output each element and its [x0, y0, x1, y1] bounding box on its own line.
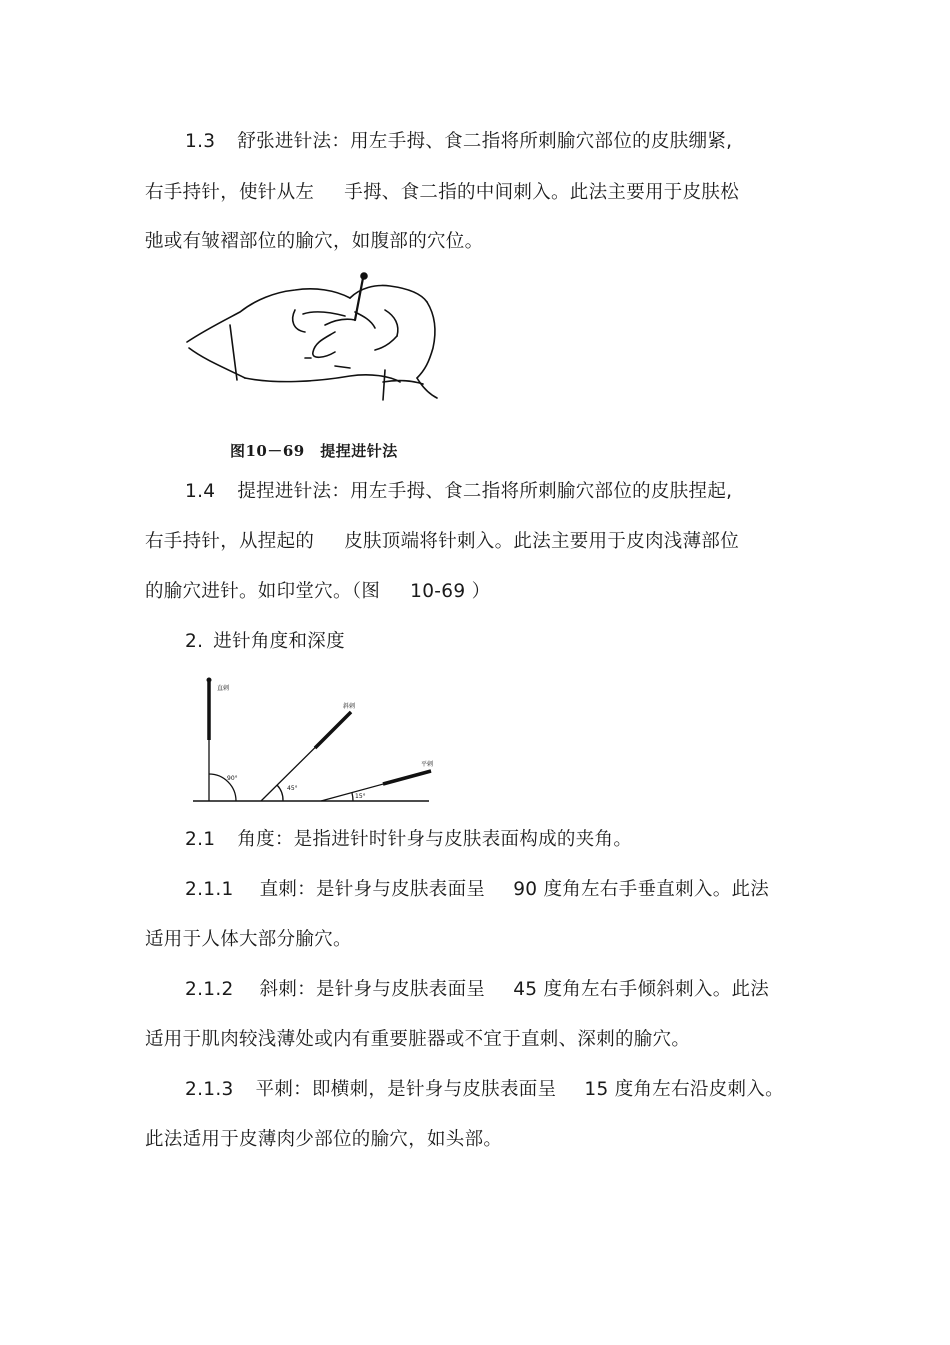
para-2-1-2-line-1: [185, 978, 769, 1002]
paragraph-text: 90 度角左右手垂直刺入。此法: [513, 879, 770, 900]
section-number: 2.: [185, 631, 204, 652]
needle-handle: [315, 712, 351, 748]
label-horizontal: 平刺: [421, 761, 433, 768]
paragraph-text: 的腧穴进针。如印堂穴。（图: [145, 581, 381, 602]
angle-label-90: 90°: [227, 775, 238, 782]
figure-reference: 10-69 ）: [410, 581, 491, 602]
section-number: 2.1.2: [185, 979, 234, 1000]
para-1-3-line-1: [185, 130, 732, 154]
paragraph-text: 提捏进针法：用左手拇、食二指将所刺腧穴部位的皮肤捏起,: [237, 481, 733, 502]
para-1-4-line-3: [145, 580, 490, 604]
para-1-4-line-1: [185, 480, 732, 504]
section-2-heading: [185, 630, 345, 654]
paragraph-text: 皮肤顶端将针刺入。此法主要用于皮肉浅薄部位: [344, 531, 740, 552]
needle-angle-diagram: [193, 670, 433, 810]
para-2-1-3-line-2: 此法适用于皮薄肉少部位的腧穴，如头部。: [145, 1129, 503, 1150]
para-1-3-line-2: [145, 181, 739, 205]
label-vertical: 直刺: [217, 685, 230, 692]
paragraph-text: 右手持针，使针从左: [145, 182, 315, 203]
angle-label-45: 45°: [287, 785, 298, 792]
para-2-1-2-line-2: 适用于肌肉较浅薄处或内有重要脏器或不宜于直刺、深刺的腧穴。: [145, 1029, 691, 1050]
figure-caption: 图10－69 提捏进针法: [230, 442, 398, 460]
paragraph-text: 15 度角左右沿皮刺入。: [584, 1079, 784, 1100]
para-2-1: [185, 828, 632, 852]
needle-handle: [383, 771, 431, 784]
paragraph-text: 45 度角左右手倾斜刺入。此法: [513, 979, 770, 1000]
hand-pinch-illustration: [185, 270, 445, 420]
paragraph-text: 直刺：是针身与皮肤表面呈: [259, 879, 486, 900]
needle-tip: [207, 678, 212, 683]
section-title: 进针角度和深度: [213, 631, 345, 652]
section-number: 2.1: [185, 829, 216, 850]
angle-arc-45: [277, 785, 283, 801]
para-1-4-line-2: [145, 530, 739, 554]
section-number: 1.4: [185, 481, 216, 502]
label-oblique: 斜刺: [343, 703, 356, 710]
section-number: 1.3: [185, 131, 216, 152]
section-number: 2.1.1: [185, 879, 234, 900]
para-2-1-1-line-2: 适用于人体大部分腧穴。: [145, 929, 352, 950]
angle-label-15: 15°: [355, 793, 366, 800]
paragraph-text: 斜刺：是针身与皮肤表面呈: [259, 979, 486, 1000]
paragraph-text: 右手持针，从捏起的: [145, 531, 315, 552]
angle-arc-15: [352, 793, 353, 801]
paragraph-text: 舒张进针法：用左手拇、食二指将所刺腧穴部位的皮肤绷紧,: [237, 131, 733, 152]
paragraph-text: 手拇、食二指的中间刺入。此法主要用于皮肤松: [344, 182, 740, 203]
para-2-1-1-line-1: [185, 878, 769, 902]
paragraph-text: 平刺：即横刺，是针身与皮肤表面呈: [255, 1079, 557, 1100]
para-1-3-line-3: 弛或有皱褶部位的腧穴，如腹部的穴位。: [145, 231, 484, 252]
paragraph-text: 角度：是指进针时针身与皮肤表面构成的夹角。: [237, 829, 633, 850]
section-number: 2.1.3: [185, 1079, 234, 1100]
para-2-1-3-line-1: [185, 1078, 784, 1102]
